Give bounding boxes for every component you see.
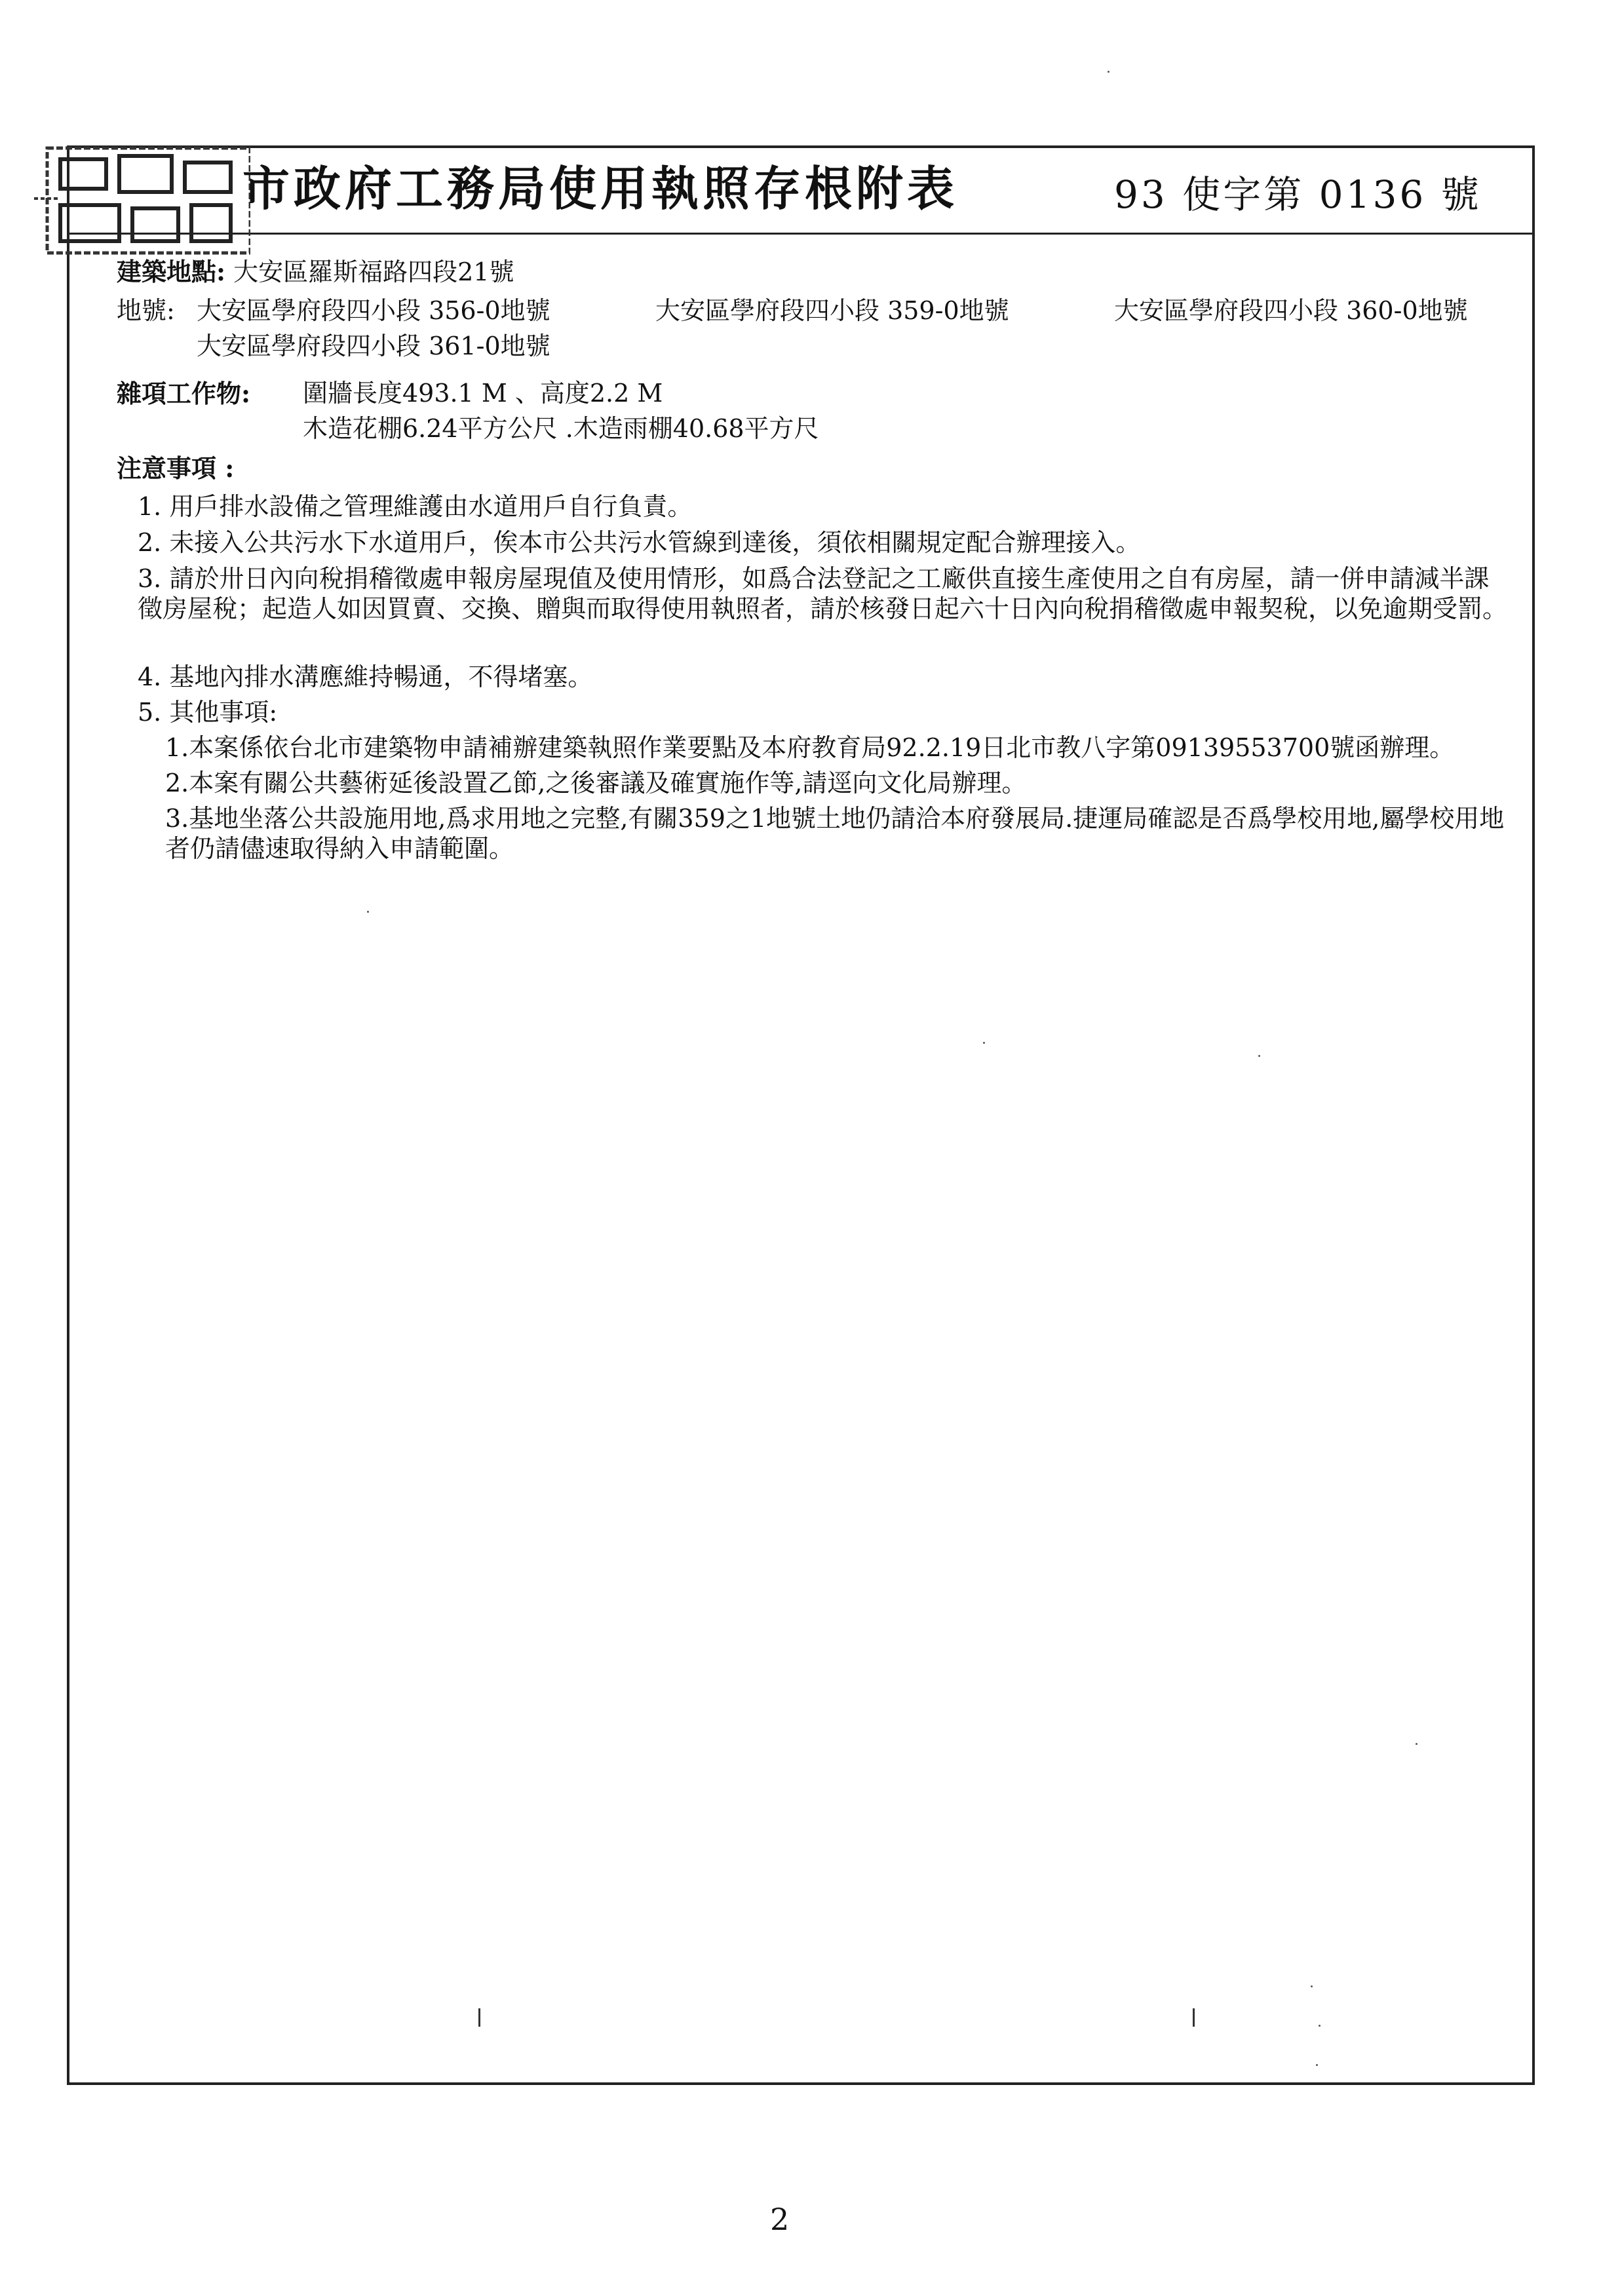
lot-number-item: 大安區學府段四小段 361-0地號 bbox=[197, 332, 550, 360]
misc-works-label: 雜項工作物: bbox=[117, 379, 251, 408]
permit-number: 93 使字第 0136 號 bbox=[1114, 172, 1482, 217]
fold-mark bbox=[1193, 2008, 1195, 2027]
lot-number-item: 大安區學府段四小段 356-0地號 bbox=[197, 296, 550, 325]
building-location-row bbox=[117, 257, 514, 288]
misc-works-line: 木造花棚6.24平方公尺 .木造雨棚40.68平方尺 bbox=[303, 414, 819, 443]
lot-number-item: 大安區學府段四小段 359-0地號 bbox=[655, 296, 1009, 325]
seal-stamp-icon bbox=[34, 136, 250, 267]
note-item: 1. 用戶排水設備之管理維護由水道用戶自行負責。 bbox=[138, 492, 693, 521]
other-note-item: 3.基地坐落公共設施用地,爲求用地之完整,有關359之1地號土地仍請洽本府發展局.捷運局確認是否爲學校用地,屬學校用地者仍請儘速取得納入申請範圍。 bbox=[165, 804, 1505, 864]
fold-mark bbox=[478, 2008, 480, 2027]
note-item: 5. 其他事項: bbox=[138, 698, 278, 727]
misc-works-line: 圍牆長度493.1 M 、高度2.2 M bbox=[303, 379, 663, 408]
other-note-item: 1.本案係依台北市建築物申請補辦建築執照作業要點及本府教育局92.2.19日北市教八字第09139553700號函辦理。 bbox=[165, 733, 1455, 762]
page-title: 市政府工務局使用執照存根附表 bbox=[242, 161, 959, 216]
other-note-item: 2.本案有關公共藝術延後設置乙節,之後審議及確實施作等,請逕向文化局辦理。 bbox=[165, 769, 1027, 797]
lot-number-label: 地號: bbox=[117, 296, 175, 325]
note-item: 4. 基地內排水溝應維持暢通，不得堵塞。 bbox=[138, 662, 593, 691]
building-location-value: 大安區羅斯福路四段21號 bbox=[233, 258, 514, 286]
notes-heading: 注意事項 : bbox=[117, 453, 235, 483]
building-location-label: 建築地點: bbox=[117, 257, 226, 286]
header-divider bbox=[67, 233, 1535, 235]
note-item: 2. 未接入公共污水下水道用戶，俟本市公共污水管線到達後，須依相關規定配合辦理接入。 bbox=[138, 528, 1141, 557]
lot-number-item: 大安區學府段四小段 360-0地號 bbox=[1114, 296, 1468, 325]
page-number: 2 bbox=[770, 2202, 790, 2237]
note-item: 3. 請於卅日內向稅捐稽徵處申報房屋現值及使用情形，如爲合法登記之工廠供直接生產使用之自有房屋，請一併申請減半課徵房屋稅；起造人如因買賣、交換、贈與而取得使用執照者，請於核發日起六十日內向稅捐稽徵處申報契稅，以免逾期受罰。 bbox=[138, 564, 1508, 624]
scan-speck bbox=[1108, 71, 1109, 73]
